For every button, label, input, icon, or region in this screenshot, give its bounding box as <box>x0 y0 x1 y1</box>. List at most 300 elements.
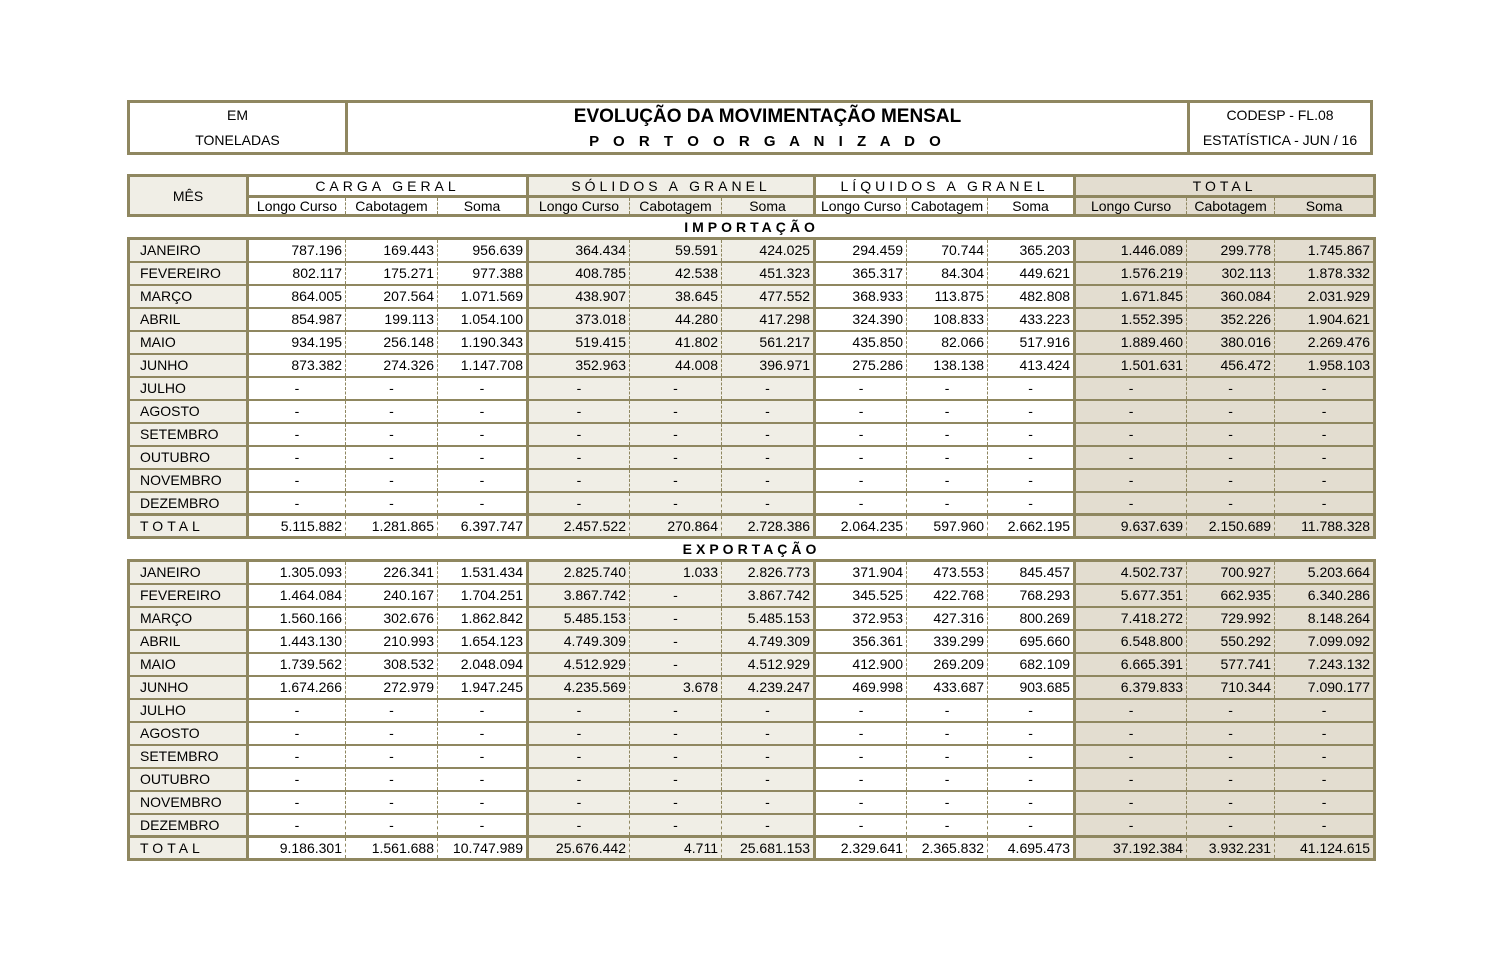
month-cell: SETEMBRO <box>129 745 248 768</box>
value-cell: - <box>722 446 815 469</box>
month-cell: JUNHO <box>129 676 248 699</box>
value-cell: - <box>907 768 988 791</box>
value-cell: - <box>1275 722 1375 745</box>
value-cell: 25.681.153 <box>722 837 815 860</box>
value-cell: 682.109 <box>988 653 1075 676</box>
value-cell: 5.677.351 <box>1075 584 1187 607</box>
month-cell: MAIO <box>129 331 248 354</box>
value-cell: 2.457.522 <box>528 515 630 538</box>
value-cell: 360.084 <box>1187 285 1275 308</box>
value-cell: 1.739.562 <box>248 653 346 676</box>
value-cell: 482.808 <box>988 285 1075 308</box>
value-cell: 175.271 <box>346 262 438 285</box>
value-cell: 802.117 <box>248 262 346 285</box>
value-cell: - <box>438 745 528 768</box>
value-cell: 6.397.747 <box>438 515 528 538</box>
value-cell: 1.889.460 <box>1075 331 1187 354</box>
value-cell: - <box>988 492 1075 515</box>
value-cell: - <box>815 722 907 745</box>
value-cell: - <box>1187 722 1275 745</box>
value-cell: 108.833 <box>907 308 988 331</box>
value-cell: - <box>630 400 722 423</box>
value-cell: - <box>988 469 1075 492</box>
value-cell: - <box>248 377 346 400</box>
value-cell: - <box>528 400 630 423</box>
value-cell: - <box>1275 446 1375 469</box>
value-cell: - <box>1187 423 1275 446</box>
value-cell: 4.235.569 <box>528 676 630 699</box>
value-cell: 371.904 <box>815 561 907 584</box>
month-cell: DEZEMBRO <box>129 492 248 515</box>
value-cell: 1.671.845 <box>1075 285 1187 308</box>
value-cell: - <box>248 492 346 515</box>
value-cell: 1.904.621 <box>1275 308 1375 331</box>
value-cell: - <box>907 377 988 400</box>
value-cell: - <box>630 768 722 791</box>
month-cell: AGOSTO <box>129 722 248 745</box>
value-cell: - <box>815 768 907 791</box>
month-cell: AGOSTO <box>129 400 248 423</box>
table-row <box>129 492 1375 515</box>
subheader-longo-curso: Longo Curso <box>1075 197 1187 216</box>
table-row <box>129 446 1375 469</box>
value-cell: - <box>1187 492 1275 515</box>
value-cell: - <box>722 423 815 446</box>
month-cell: JANEIRO <box>129 239 248 262</box>
subheader-longo-curso: Longo Curso <box>815 197 907 216</box>
value-cell: - <box>815 423 907 446</box>
value-cell: 2.329.641 <box>815 837 907 860</box>
value-cell: - <box>346 446 438 469</box>
value-cell: - <box>346 400 438 423</box>
value-cell: 1.464.084 <box>248 584 346 607</box>
value-cell: 302.113 <box>1187 262 1275 285</box>
subheader-soma: Soma <box>438 197 528 216</box>
value-cell: - <box>1275 791 1375 814</box>
unit-line-2: TONELADAS <box>195 131 280 148</box>
total-row <box>129 837 1375 860</box>
value-cell: - <box>528 469 630 492</box>
value-cell: 1.958.103 <box>1275 354 1375 377</box>
value-cell: 7.243.132 <box>1275 653 1375 676</box>
value-cell: 5.203.664 <box>1275 561 1375 584</box>
value-cell: - <box>815 446 907 469</box>
table-row <box>129 308 1375 331</box>
table-row <box>129 239 1375 262</box>
value-cell: - <box>630 469 722 492</box>
month-cell: ABRIL <box>129 630 248 653</box>
value-cell: 5.115.882 <box>248 515 346 538</box>
table-row <box>129 584 1375 607</box>
value-cell: 1.674.266 <box>248 676 346 699</box>
value-cell: - <box>248 791 346 814</box>
table-row <box>129 331 1375 354</box>
value-cell: - <box>346 768 438 791</box>
value-cell: 2.150.689 <box>1187 515 1275 538</box>
value-cell: 368.933 <box>815 285 907 308</box>
value-cell: 845.457 <box>988 561 1075 584</box>
value-cell: - <box>1187 469 1275 492</box>
value-cell: 1.281.865 <box>346 515 438 538</box>
value-cell: - <box>630 814 722 837</box>
value-cell: 324.390 <box>815 308 907 331</box>
value-cell: - <box>528 722 630 745</box>
value-cell: - <box>630 377 722 400</box>
value-cell: - <box>438 699 528 722</box>
value-cell: 364.434 <box>528 239 630 262</box>
value-cell: - <box>907 469 988 492</box>
group-header-total: TOTAL <box>1075 176 1375 197</box>
month-cell: JUNHO <box>129 354 248 377</box>
value-cell: - <box>988 814 1075 837</box>
value-cell: - <box>1075 791 1187 814</box>
value-cell: - <box>1187 768 1275 791</box>
value-cell: 1.190.343 <box>438 331 528 354</box>
value-cell: 422.768 <box>907 584 988 607</box>
value-cell: 417.298 <box>722 308 815 331</box>
value-cell: - <box>248 814 346 837</box>
value-cell: - <box>630 492 722 515</box>
value-cell: - <box>1075 446 1187 469</box>
value-cell: - <box>438 400 528 423</box>
value-cell: - <box>528 492 630 515</box>
value-cell: 113.875 <box>907 285 988 308</box>
value-cell: 451.323 <box>722 262 815 285</box>
value-cell: 1.443.130 <box>248 630 346 653</box>
value-cell: 272.979 <box>346 676 438 699</box>
value-cell: 729.992 <box>1187 607 1275 630</box>
value-cell: 1.531.434 <box>438 561 528 584</box>
month-cell: SETEMBRO <box>129 423 248 446</box>
total-label: TOTAL <box>129 515 248 538</box>
value-cell: 787.196 <box>248 239 346 262</box>
value-cell: - <box>1075 377 1187 400</box>
value-cell: 438.907 <box>528 285 630 308</box>
month-cell: MARÇO <box>129 607 248 630</box>
month-cell: JULHO <box>129 377 248 400</box>
value-cell: - <box>1275 699 1375 722</box>
value-cell: 1.654.123 <box>438 630 528 653</box>
subheader-longo-curso: Longo Curso <box>528 197 630 216</box>
value-cell: - <box>346 699 438 722</box>
value-cell: 2.826.773 <box>722 561 815 584</box>
value-cell: 226.341 <box>346 561 438 584</box>
value-cell: 138.138 <box>907 354 988 377</box>
value-cell: - <box>1187 791 1275 814</box>
value-cell: - <box>438 814 528 837</box>
value-cell: 449.621 <box>988 262 1075 285</box>
value-cell: - <box>815 699 907 722</box>
table-row <box>129 814 1375 837</box>
value-cell: - <box>907 400 988 423</box>
value-cell: 356.361 <box>815 630 907 653</box>
value-cell: 934.195 <box>248 331 346 354</box>
month-column-header: MÊS <box>129 176 248 216</box>
total-row <box>129 515 1375 538</box>
value-cell: 903.685 <box>988 676 1075 699</box>
reference-line-1: CODESP - FL.08 <box>1226 107 1334 124</box>
value-cell: - <box>1075 768 1187 791</box>
value-cell: - <box>907 423 988 446</box>
table-row <box>129 676 1375 699</box>
value-cell: 435.850 <box>815 331 907 354</box>
value-cell: 1.446.089 <box>1075 239 1187 262</box>
value-cell: 84.304 <box>907 262 988 285</box>
value-cell: - <box>630 653 722 676</box>
value-cell: 7.090.177 <box>1275 676 1375 699</box>
value-cell: 662.935 <box>1187 584 1275 607</box>
unit-box <box>130 103 348 152</box>
month-cell: ABRIL <box>129 308 248 331</box>
value-cell: 1.947.245 <box>438 676 528 699</box>
table-row <box>129 354 1375 377</box>
value-cell: 1.071.569 <box>438 285 528 308</box>
value-cell: 519.415 <box>528 331 630 354</box>
value-cell: - <box>722 814 815 837</box>
value-cell: - <box>1187 446 1275 469</box>
value-cell: - <box>1187 400 1275 423</box>
value-cell: 977.388 <box>438 262 528 285</box>
value-cell: 1.561.688 <box>346 837 438 860</box>
value-cell: 25.676.442 <box>528 837 630 860</box>
month-cell: MAIO <box>129 653 248 676</box>
value-cell: 2.048.094 <box>438 653 528 676</box>
table-row <box>129 745 1375 768</box>
value-cell: - <box>1187 699 1275 722</box>
value-cell: - <box>346 791 438 814</box>
subheader-soma: Soma <box>722 197 815 216</box>
value-cell: - <box>722 699 815 722</box>
value-cell: - <box>438 492 528 515</box>
group-header-solidos: SÓLIDOS A GRANEL <box>528 176 815 197</box>
table-row <box>129 768 1375 791</box>
title-box <box>348 103 1190 152</box>
value-cell: - <box>722 791 815 814</box>
value-cell: - <box>1075 492 1187 515</box>
value-cell: 3.867.742 <box>722 584 815 607</box>
value-cell: - <box>722 400 815 423</box>
value-cell: 1.147.708 <box>438 354 528 377</box>
value-cell: - <box>988 722 1075 745</box>
value-cell: 210.993 <box>346 630 438 653</box>
value-cell: 169.443 <box>346 239 438 262</box>
value-cell: 38.645 <box>630 285 722 308</box>
value-cell: - <box>815 492 907 515</box>
subheader-soma: Soma <box>1275 197 1375 216</box>
value-cell: - <box>1187 745 1275 768</box>
value-cell: 469.998 <box>815 676 907 699</box>
table-row <box>129 561 1375 584</box>
month-cell: OUTUBRO <box>129 768 248 791</box>
value-cell: - <box>528 423 630 446</box>
value-cell: 10.747.989 <box>438 837 528 860</box>
value-cell: 396.971 <box>722 354 815 377</box>
value-cell: 473.553 <box>907 561 988 584</box>
value-cell: 800.269 <box>988 607 1075 630</box>
value-cell: 4.512.929 <box>528 653 630 676</box>
value-cell: - <box>1075 745 1187 768</box>
value-cell: - <box>346 745 438 768</box>
value-cell: - <box>1275 492 1375 515</box>
value-cell: - <box>1275 377 1375 400</box>
month-cell: NOVEMBRO <box>129 791 248 814</box>
value-cell: - <box>988 377 1075 400</box>
value-cell: 37.192.384 <box>1075 837 1187 860</box>
value-cell: - <box>988 699 1075 722</box>
value-cell: - <box>907 446 988 469</box>
value-cell: 302.676 <box>346 607 438 630</box>
value-cell: - <box>988 423 1075 446</box>
subheader-cabotagem: Cabotagem <box>907 197 988 216</box>
value-cell: 1.552.395 <box>1075 308 1187 331</box>
value-cell: 517.916 <box>988 331 1075 354</box>
table-row <box>129 423 1375 446</box>
value-cell: 270.864 <box>630 515 722 538</box>
group-header-carga-geral: CARGA GERAL <box>248 176 528 197</box>
value-cell: - <box>1187 814 1275 837</box>
table-row <box>129 699 1375 722</box>
value-cell: 4.695.473 <box>988 837 1075 860</box>
value-cell: 1.862.842 <box>438 607 528 630</box>
subheader-longo-curso: Longo Curso <box>248 197 346 216</box>
value-cell: 82.066 <box>907 331 988 354</box>
monthly-movement-table <box>127 174 1376 861</box>
month-cell: JANEIRO <box>129 561 248 584</box>
value-cell: - <box>722 722 815 745</box>
value-cell: 380.016 <box>1187 331 1275 354</box>
table-row <box>129 653 1375 676</box>
report-subtitle: P O R T O O R G A N I Z A D O <box>589 132 946 150</box>
value-cell: 256.148 <box>346 331 438 354</box>
value-cell: - <box>907 791 988 814</box>
value-cell: 308.532 <box>346 653 438 676</box>
value-cell: - <box>248 722 346 745</box>
value-cell: 365.203 <box>988 239 1075 262</box>
value-cell: 2.825.740 <box>528 561 630 584</box>
value-cell: - <box>1275 400 1375 423</box>
value-cell: - <box>346 423 438 446</box>
value-cell: - <box>988 791 1075 814</box>
value-cell: - <box>248 469 346 492</box>
value-cell: 352.963 <box>528 354 630 377</box>
value-cell: - <box>907 699 988 722</box>
value-cell: - <box>1075 400 1187 423</box>
table-row <box>129 791 1375 814</box>
value-cell: - <box>528 768 630 791</box>
value-cell: 44.280 <box>630 308 722 331</box>
value-cell: - <box>438 469 528 492</box>
value-cell: 413.424 <box>988 354 1075 377</box>
value-cell: 11.788.328 <box>1275 515 1375 538</box>
table-row <box>129 377 1375 400</box>
value-cell: - <box>346 492 438 515</box>
value-cell: 345.525 <box>815 584 907 607</box>
value-cell: 3.678 <box>630 676 722 699</box>
value-cell: - <box>988 400 1075 423</box>
table-row <box>129 400 1375 423</box>
value-cell: - <box>722 492 815 515</box>
value-cell: - <box>1075 699 1187 722</box>
value-cell: 1.878.332 <box>1275 262 1375 285</box>
value-cell: 768.293 <box>988 584 1075 607</box>
value-cell: 3.867.742 <box>528 584 630 607</box>
value-cell: 456.472 <box>1187 354 1275 377</box>
value-cell: - <box>528 814 630 837</box>
value-cell: 2.064.235 <box>815 515 907 538</box>
month-cell: FEVEREIRO <box>129 584 248 607</box>
value-cell: - <box>907 722 988 745</box>
value-cell: 1.745.867 <box>1275 239 1375 262</box>
value-cell: 854.987 <box>248 308 346 331</box>
value-cell: - <box>528 377 630 400</box>
value-cell: 1.576.219 <box>1075 262 1187 285</box>
value-cell: - <box>722 768 815 791</box>
value-cell: 412.900 <box>815 653 907 676</box>
value-cell: - <box>630 699 722 722</box>
value-cell: 695.660 <box>988 630 1075 653</box>
section-title: IMPORTAÇÃO <box>684 219 819 235</box>
table-row <box>129 630 1375 653</box>
value-cell: - <box>815 469 907 492</box>
value-cell: - <box>1275 423 1375 446</box>
value-cell: - <box>438 791 528 814</box>
group-header-liquidos: LÍQUIDOS A GRANEL <box>815 176 1075 197</box>
value-cell: 700.927 <box>1187 561 1275 584</box>
month-cell: DEZEMBRO <box>129 814 248 837</box>
value-cell: 2.365.832 <box>907 837 988 860</box>
value-cell: 4.749.309 <box>722 630 815 653</box>
subheader-cabotagem: Cabotagem <box>1187 197 1275 216</box>
value-cell: - <box>988 768 1075 791</box>
value-cell: 9.637.639 <box>1075 515 1187 538</box>
value-cell: 597.960 <box>907 515 988 538</box>
value-cell: - <box>248 400 346 423</box>
value-cell: 1.501.631 <box>1075 354 1187 377</box>
value-cell: 1.305.093 <box>248 561 346 584</box>
value-cell: - <box>248 446 346 469</box>
value-cell: 42.538 <box>630 262 722 285</box>
value-cell: 2.031.929 <box>1275 285 1375 308</box>
value-cell: 433.687 <box>907 676 988 699</box>
value-cell: 427.316 <box>907 607 988 630</box>
value-cell: - <box>630 584 722 607</box>
value-cell: 275.286 <box>815 354 907 377</box>
value-cell: - <box>248 699 346 722</box>
value-cell: 339.299 <box>907 630 988 653</box>
table-row <box>129 285 1375 308</box>
value-cell: 6.379.833 <box>1075 676 1187 699</box>
value-cell: 577.741 <box>1187 653 1275 676</box>
value-cell: - <box>815 814 907 837</box>
value-cell: - <box>907 492 988 515</box>
value-cell: 550.292 <box>1187 630 1275 653</box>
value-cell: - <box>438 446 528 469</box>
value-cell: - <box>1275 745 1375 768</box>
value-cell: 41.802 <box>630 331 722 354</box>
table-row <box>129 607 1375 630</box>
month-cell: JULHO <box>129 699 248 722</box>
value-cell: - <box>346 722 438 745</box>
value-cell: 6.340.286 <box>1275 584 1375 607</box>
value-cell: - <box>630 745 722 768</box>
value-cell: 9.186.301 <box>248 837 346 860</box>
month-cell: FEVEREIRO <box>129 262 248 285</box>
value-cell: - <box>1275 814 1375 837</box>
value-cell: 4.512.929 <box>722 653 815 676</box>
value-cell: - <box>1075 814 1187 837</box>
value-cell: 4.749.309 <box>528 630 630 653</box>
value-cell: - <box>1275 469 1375 492</box>
